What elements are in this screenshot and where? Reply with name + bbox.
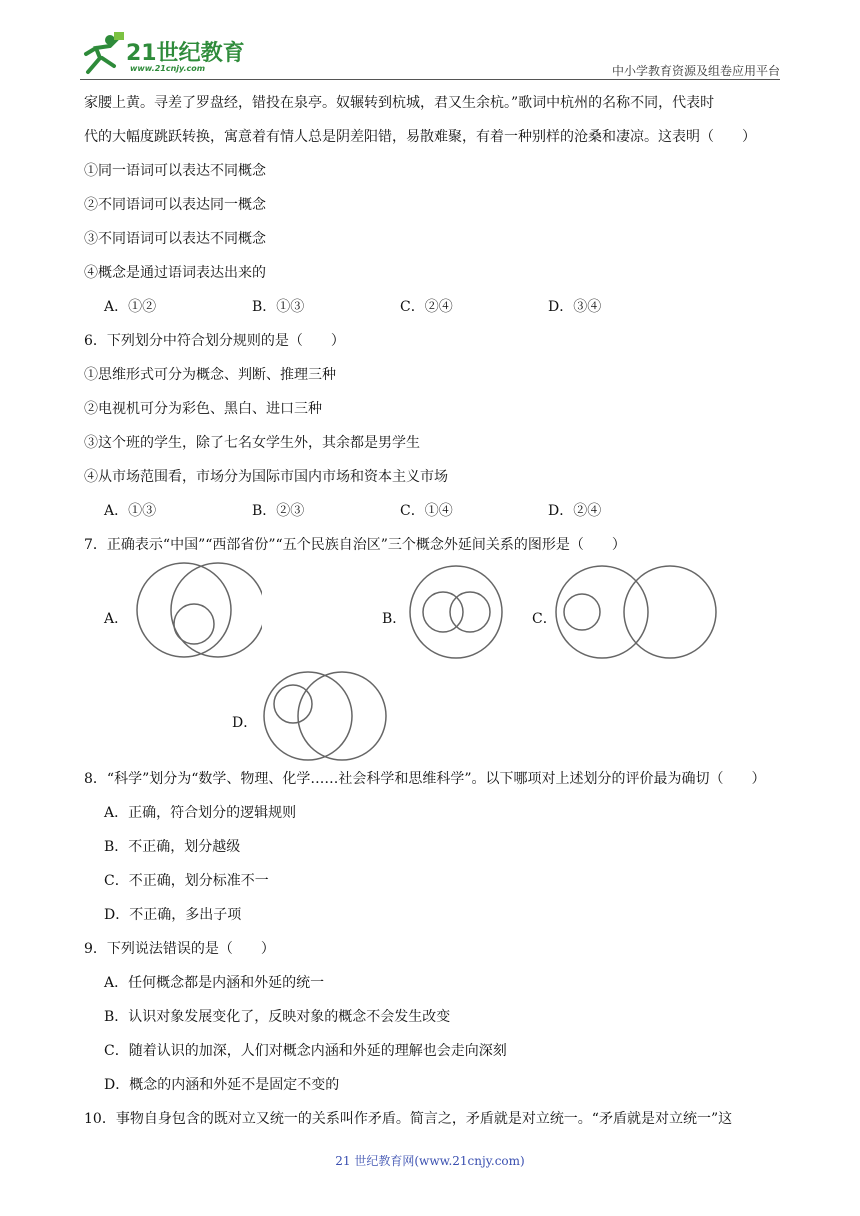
q8-option-a[interactable]: A．正确，符合划分的逻辑规则 (104, 805, 297, 821)
q6-option-c[interactable]: C．①④ (400, 503, 453, 519)
q9-stem: 9．下列说法错误的是（ ） (84, 941, 275, 957)
q7-figure-a[interactable] (132, 562, 262, 662)
q7-figure-d[interactable] (258, 668, 388, 764)
q5-item: ④概念是通过语词表达出来的 (84, 265, 266, 281)
q7-figure-c[interactable] (552, 562, 722, 662)
q6-item: ④从市场范围看，市场分为国际市国内市场和资本主义市场 (84, 469, 448, 485)
platform-name: 中小学教育资源及组卷应用平台 (611, 64, 780, 78)
q5-stem-line2: 代的大幅度跳跃转换，寓意着有情人总是阴差阳错，易散难聚，有着一种别样的沧桑和凄凉。这表明（ ） (84, 129, 756, 145)
q9-option-b[interactable]: B．认识对象发展变化了，反映对象的概念不会发生改变 (104, 1009, 451, 1025)
q7-option-d-label[interactable]: D． (232, 715, 258, 731)
q7-option-c-label[interactable]: C． (532, 611, 557, 627)
q6-options (84, 494, 784, 528)
question-content (84, 86, 784, 1136)
q9-option-c[interactable]: C．随着认识的加深，人们对概念内涵和外延的理解也会走向深刻 (104, 1043, 507, 1059)
logo-url: www.21cnjy.com (130, 64, 206, 73)
q6-stem: 6．下列划分中符合划分规则的是（ ） (84, 333, 345, 349)
page-footer[interactable]: 21 世纪教育网(www.21cnjy.com) (335, 1154, 525, 1168)
runner-logo-icon (80, 32, 126, 76)
q5-option-b[interactable]: B．①③ (252, 299, 305, 315)
q5-option-c[interactable]: C．②④ (400, 299, 453, 315)
q5-options (84, 290, 784, 324)
q7-stem: 7．正确表示“中国”“西部省份”“五个民族自治区”三个概念外延间关系的图形是（ ） (84, 537, 626, 553)
q7-option-a-label[interactable]: A． (104, 611, 129, 627)
logo-text: 21世纪教育 (126, 41, 245, 66)
q9-option-a[interactable]: A．任何概念都是内涵和外延的统一 (104, 975, 325, 991)
q7-figure-b[interactable] (404, 562, 514, 662)
q5-item: ③不同语词可以表达不同概念 (84, 231, 266, 247)
q6-item: ②电视机可分为彩色、黑白、进口三种 (84, 401, 322, 417)
q6-option-a[interactable]: A．①③ (104, 503, 157, 519)
q7-option-b-label[interactable]: B． (382, 611, 407, 627)
q8-stem: 8．“科学”划分为“数学、物理、化学……社会科学和思维科学”。以下哪项对上述划分的评价最为确切（ ） (84, 771, 766, 787)
q8-option-d[interactable]: D．不正确，多出子项 (104, 907, 242, 923)
page-header (80, 30, 780, 80)
q5-item: ①同一语词可以表达不同概念 (84, 163, 266, 179)
q5-item: ②不同语词可以表达同一概念 (84, 197, 266, 213)
logo (80, 30, 280, 78)
q6-option-b[interactable]: B．②③ (252, 503, 305, 519)
q6-item: ①思维形式可分为概念、判断、推理三种 (84, 367, 336, 383)
q6-option-d[interactable]: D．②④ (548, 503, 602, 519)
q5-stem-line1: 家腰上黄。寻差了罗盘经，错投在泉亭。奴辗转到杭城，君又生余杭。”歌词中杭州的名称不同，代表时 (84, 95, 715, 111)
q8-option-c[interactable]: C．不正确，划分标准不一 (104, 873, 269, 889)
q10-stem: 10．事物自身包含的既对立又统一的关系叫作矛盾。简言之，矛盾就是对立统一。“矛盾就是对立统一”这 (84, 1111, 733, 1127)
q6-item: ③这个班的学生，除了七名女学生外，其余都是男学生 (84, 435, 420, 451)
q5-option-d[interactable]: D．③④ (548, 299, 602, 315)
q8-option-b[interactable]: B．不正确，划分越级 (104, 839, 241, 855)
q7-figures (84, 562, 784, 762)
header-divider (80, 79, 780, 80)
q5-option-a[interactable]: A．①② (104, 299, 157, 315)
q9-option-d[interactable]: D．概念的内涵和外延不是固定不变的 (104, 1077, 340, 1093)
